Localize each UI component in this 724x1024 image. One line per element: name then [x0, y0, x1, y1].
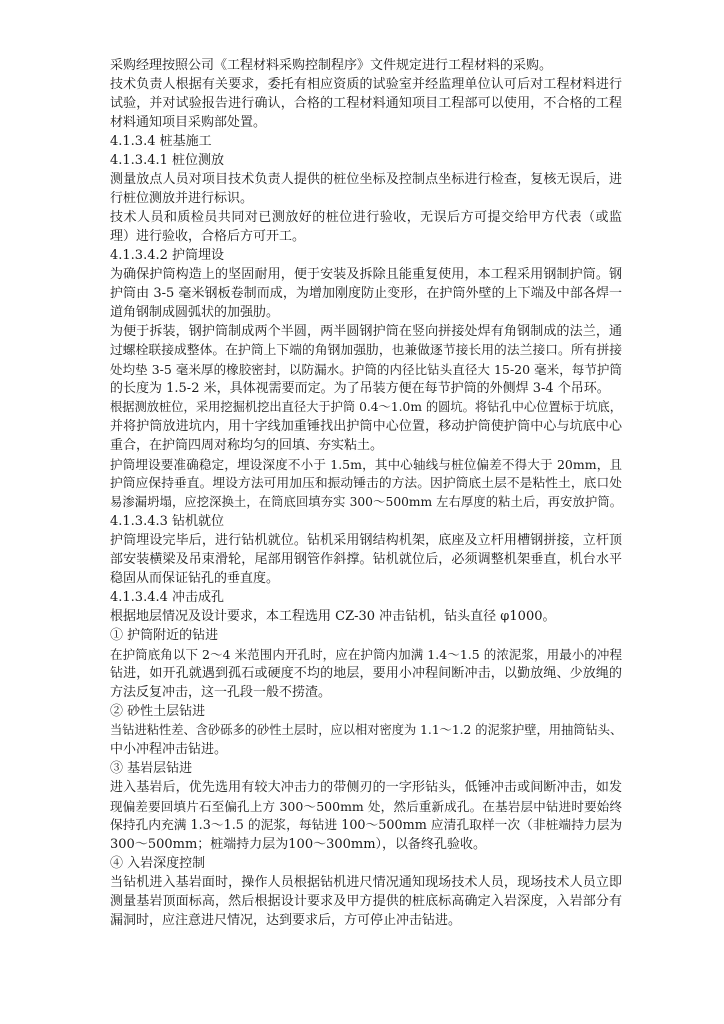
text-line: 护筒埋设完毕后，进行钻机就位。钻机采用钢结构机架，底座及立杆用槽钢拼接，立杆顶: [110, 533, 622, 548]
text-line: 技术负责人根据有关要求，委托有相应资质的试验室并经监理单位认可后对工程材料进行: [110, 77, 622, 92]
text-line: 当钻机进入基岩面时，操作人员根据钻机进尺情况通知现场技术人员，现场技术人员立即: [110, 875, 622, 890]
text-line: 4.1.3.4.3 钻机就位: [110, 514, 225, 529]
text-line: ① 护筒附近的钻进: [110, 628, 219, 643]
text-line: 材料通知项目采购部处置。: [110, 115, 267, 130]
text-line: 为便于拆装，钢护筒制成两个半圆，两半圆钢护筒在竖向拼接处焊有角钢制成的法兰，通: [110, 324, 622, 339]
text-line: 方法反复冲击，这一孔段一般不捞渣。: [110, 685, 332, 700]
text-line: 当钻进粘性差、含砂砾多的砂性土层时，应以相对密度为 1.1～1.2 的泥浆护壁，用抽筒钻头、: [110, 723, 622, 737]
text-line: 4.1.3.4.4 冲击成孔: [110, 590, 225, 605]
text-line: ② 砂性土层钻进: [110, 704, 206, 719]
text-line: 漏洞时，应注意进尺情况，达到要求后，方可停止冲击钻进。: [110, 913, 462, 928]
text-line: 保持孔内充满 1.3～1.5 的泥浆，每钻进 100～500mm 应清孔取样一次（非桩端持力层为: [110, 818, 622, 833]
text-line: ④ 入岩深度控制: [110, 856, 206, 871]
text-line: 钻进，如开孔就遇到孤石或硬度不均的地层，要用小冲程间断冲击，以勤放绳、少放绳的: [110, 666, 622, 681]
text-line: 4.1.3.4.2 护筒埋设: [110, 248, 225, 263]
text-line: 现偏差要回填片石至偏孔上方 300～500mm 处，然后重新成孔。在基岩层中钻进时要始终: [110, 799, 622, 814]
text-line: 4.1.3.4.1 桩位测放: [110, 153, 225, 168]
text-line: ③ 基岩层钻进: [110, 761, 193, 776]
text-line: 技术人员和质检员共同对已测放好的桩位进行验收，无误后方可提交给甲方代表（或监: [110, 210, 622, 225]
text-line: 300～500mm；桩端持力层为100～300mm），以备终孔验收。: [110, 837, 487, 852]
text-line: 行桩位测放并进行标识。: [110, 191, 254, 206]
text-line: 过螺栓联接成整体。在护筒上下端的角钢加强肋，也兼做逐节接长用的法兰接口。所有拼接: [110, 343, 622, 358]
text-line: 理）进行验收，合格后方可开工。: [110, 229, 306, 244]
text-line: 稳固从而保证钻孔的垂直度。: [110, 571, 280, 586]
text-line: 并将护筒放进坑内，用十字线加重锤找出护筒中心位置，移动护筒使护筒中心与坑底中心: [110, 419, 622, 434]
text-line: 部安装横梁及吊束滑轮，尾部用钢管作斜撑。钻机就位后，必须调整机架垂直，机台水平: [110, 552, 622, 567]
text-line: 根据测放桩位，采用挖掘机挖出直径大于护筒 0.4～1.0m 的圆坑。将钻孔中心位置标于坑底，: [110, 400, 622, 414]
text-line: 试验，并对试验报告进行确认，合格的工程材料通知项目工程部可以使用，不合格的工程: [110, 96, 622, 111]
text-line: 护筒由 3-5 毫米钢板卷制而成，为增加刚度防止变形，在护筒外壁的上下端及中部各焊一: [110, 286, 622, 301]
text-line: 根据地层情况及设计要求，本工程选用 CZ-30 冲击钻机，钻头直径 φ1000。: [110, 609, 556, 624]
text-line: 易渗漏坍塌，应挖深换土，在筒底回填夯实 300～500mm 左右厚度的粘土后，再安放护筒。: [110, 495, 622, 509]
text-line: 重合，在护筒四周对称均匀的回填、夯实粘土。: [110, 438, 384, 453]
text-line: 的长度为 1.5-2 米，具体视需要而定。为了吊装方便在每节护筒的外侧焊 3-4 个吊环。: [110, 381, 610, 396]
text-line: 测量基岩顶面标高，然后根据设计要求及甲方提供的桩底标高确定入岩深度，入岩部分有: [110, 894, 622, 909]
text-line: 测量放点人员对项目技术负责人提供的桩位坐标及控制点坐标进行检查，复核无误后，进: [110, 172, 622, 187]
text-line: 中小冲程冲击钻进。: [110, 742, 228, 757]
text-line: 采购经理按照公司《工程材料采购控制程序》文件规定进行工程材料的采购。: [110, 58, 553, 73]
text-line: 4.1.3.4 桩基施工: [110, 134, 212, 149]
text-line: 进入基岩后，优先选用有较大冲击力的带侧刃的一字形钻头，低锤冲击或间断冲击，如发: [110, 780, 622, 795]
text-line: 为确保护筒构造上的坚固耐用，便于安装及拆除且能重复使用，本工程采用钢制护筒。钢: [110, 267, 622, 282]
text-line: 在护筒底角以下 2～4 米范围内开孔时，应在护筒内加满 1.4～1.5 的浓泥浆，用最小的冲程: [110, 647, 622, 662]
document-page: [110, 56, 622, 930]
text-line: 护筒埋设要准确稳定，埋设深度不小于 1.5m，其中心轴线与桩位偏差不得大于 20mm，且: [110, 457, 622, 472]
text-line: 处均垫 3-5 毫米厚的橡胶密封，以防漏水。护筒的内径比钻头直径大 15-20 毫米，每节护筒: [110, 362, 622, 377]
text-line: 道角钢制成圆弧状的加强肋。: [110, 305, 280, 320]
text-line: 护筒应保持垂直。埋设方法可用加压和振动锤击的方法。因护筒底土层不是粘性土，底口处: [110, 476, 622, 491]
